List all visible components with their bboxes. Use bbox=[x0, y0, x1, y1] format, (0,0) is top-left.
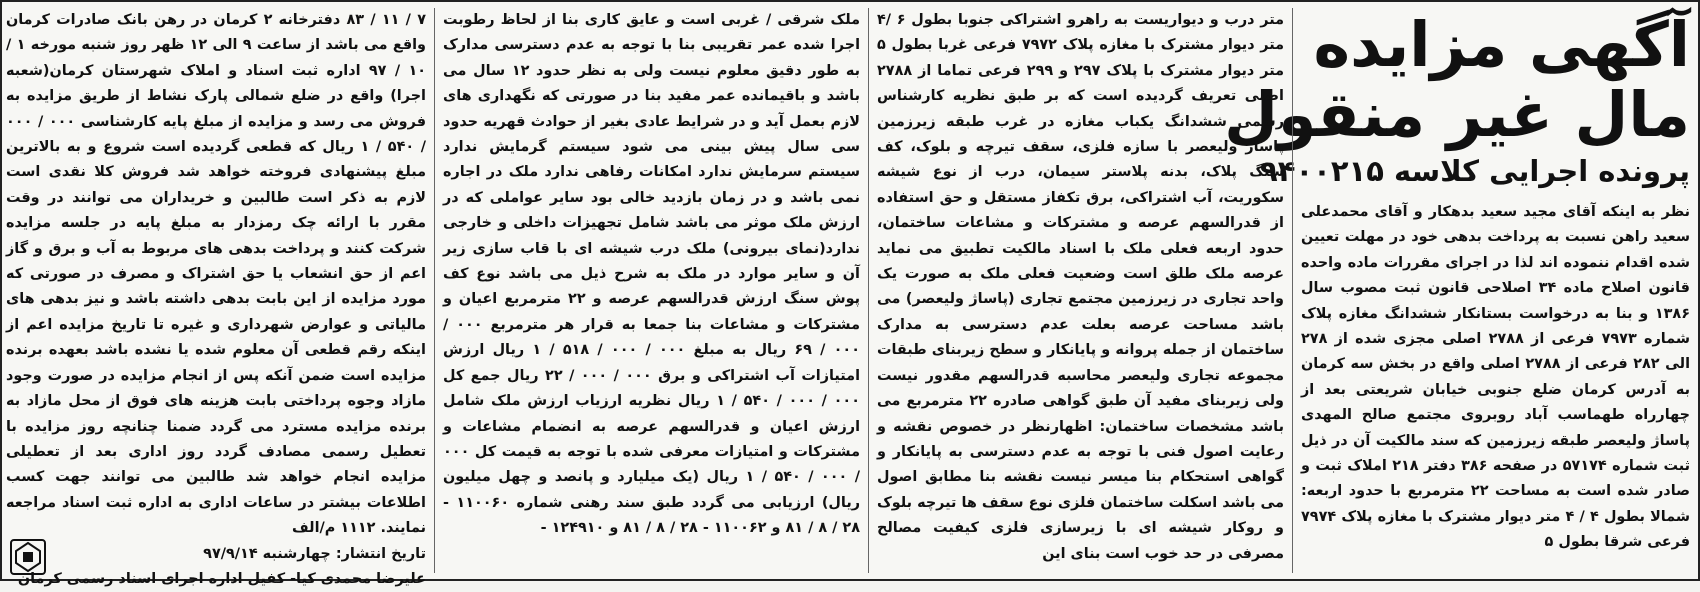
publish-date: تاریخ انتشار: چهارشنبه ۹۷/۹/۱۴ bbox=[203, 545, 426, 562]
notice-column-4 bbox=[0, 8, 435, 587]
notice-column-3 bbox=[435, 8, 869, 573]
notice-body-part4: ۷ / ۱۱ / ۸۳ دفترخانه ۲ کرمان در رهن بانک صادرات کرمان واقع می باشد از ساعت ۹ الی ۱۲ ظهر روز شنبه مورخه ۱ / ۱۰ / ۹۷ اداره ثبت اسناد و املاک شهرستان کرمان(شعبه اجرا) واقع در ضلع شمالی پارک نشاط از طریق مزایده به فروش می رسد و مزایده از مبلغ پایه کارشناسی ۰۰۰ / ۰۰۰ / ۵۴۰ / ۱ ریال که قطعی گردیده است شروع و به بالاترین مبلغ پیشنهادی فروخته خواهد شد فروش کلا نقدی است لازم به ذکر است طالبین و خریداران می توانند در وقت مقرر با ارائه چک رمزدار به مبلغ پایه در جلسه مزایده شرکت کنند و پرداخت بدهی های مربوط به آب و برق و گاز اعم از حق انشعاب یا حق اشتراک و مصرف در صورتی که مورد مزایده از این بابت بدهی داشته باشد و نیز بدهی های مالیاتی و عوارض شهرداری و غیره تا تاریخ مزایده اعم از اینکه رقم قطعی آن معلوم شده یا نشده باشد بعهده برنده مزایده است ضمن آنکه پس از انجام مزایده در صورت وجود مازاد وجوه پرداختی بابت هزینه های فوق از محل مازاد به برنده مزایده مسترد می گردد ضمنا چنانچه روز مزایده با تعطیل رسمی مصادف گردد روز اداری بعد از تعطیلی مزایده انجام خواهد شد طالبین می توانند جهت کسب اطلاعات بیشتر در ساعات اداری به اداره ثبت اسناد مراجعه نمایند. ۱۱۱۲ م/الف bbox=[6, 12, 427, 537]
registry-emblem-icon bbox=[10, 539, 46, 575]
notice-body-part3: ملک شرقی / غربی است و عایق کاری بنا از لحاظ رطوبت اجرا شده عمر تقریبی بنا با توجه به عدم دسترسی مدارک به طور دقیق معلوم نیست ولی به نظر حدود ۱۲ سال می باشد و باقیمانده عمر مفید بنا در صورتی که نگهداری های لازم بعمل آید و در شرایط عادی بغیر از حوادث قهریه حدود سی سال پیش بینی می شود سیستم گرمایش ندارد سیستم سرمایش ندارد امکانات رفاهی ندارد ملک در اجاره نمی باشد و در زمان بازدید خالی بود سایر عواملی که در ارزش ملک موثر می باشد شامل تجهیزات داخلی و خارجی ندارد(نمای بیرونی) ملک درب شیشه ای با قاب سازی زیر آن و سایر موارد در ملک به شرح ذیل می باشد نوع کف پوش سنگ ارزش قدرالسهم عرصه و ۲۲ مترمربع اعیان و مشترکات و مشاعات بنا جمعا به قرار هر مترمربع ۰۰۰ / ۰۰۰ / ۶۹ ریال به مبلغ ۰۰۰ / ۰۰۰ / ۵۱۸ / ۱ ریال ارزش امتیازات آب اشتراکی و برق ۰۰۰ / ۰۰۰ / ۲۲ ریال جمع کل ۰۰۰ / ۰۰۰ / ۵۴۰ / ۱ ریال نظریه ارزیاب ارزش ملک شامل ارزش اعیان و قدرالسهم عرصه به انضمام مشاعات و مشترکات و امتیازات معرفی شده با توجه به قیمت کل ۰۰۰ / ۰۰۰ / ۵۴۰ / ۱ ریال (یک میلیارد و پانصد و چهل میلیون ریال) ارزیابی می گردد طبق سند رهنی شماره ۱۱۰۰۶۰ - ۲۸ / ۸ / ۸۱ و ۱۱۰۰۶۲ - ۲۸ / ۸ / ۸۱ و ۱۲۴۹۱۰ - bbox=[443, 12, 861, 537]
notice-column-2 bbox=[869, 8, 1293, 573]
notice-body-part1: نظر به اینکه آقای مجید سعید بدهکار و آقای محمدعلی سعید راهن نسبت به پرداخت بدهی خود در مهلت تعیین شده اقدام ننموده اند لذا در اجرای مقررات ماده واحده قانون اصلاح ماده ۳۴ اصلاحی قانون ثبت مصوب سال ۱۳۸۶ و بنا به درخواست بستانکار ششدانگ مغازه پلاک شماره ۷۹۷۳ فرعی از ۲۷۸۸ اصلی مجزی شده از ۲۷۸ الی ۲۸۲ فرعی از ۲۷۸۸ اصلی واقع در بخش سه کرمان به آدرس کرمان ضلع جنوبی خیابان شریعتی بعد از چهارراه طهماسب آباد روبروی مجتمع صالح المهدی پاساژ ولیعصر طبقه زیرزمین که سند مالکیت آن در ذیل ثبت شماره ۵۷۱۷۴ در صفحه ۳۸۶ دفتر ۲۱۸ املاک ثبت و صادر شده است به مساحت ۲۲ مترمربع با حدود اربعه: شمالا بطول ۴ / ۴ متر دیوار مشترک با مغازه پلاک ۷۹۷۴ فرعی شرقا بطول ۵ bbox=[1301, 204, 1691, 551]
case-number-line: پرونده اجرایی کلاسه ۹۴۰۰۲۱۵ bbox=[1260, 154, 1690, 188]
notice-column-1 bbox=[1224, 8, 1698, 573]
notice-body-part2: متر درب و دیواریست به راهرو اشتراکی جنوبا بطول ۶ /۴ متر دیوار مشترک با مغازه پلاک ۷۹۷۲ فرعی غربا بطول ۵ متر دیوار مشترک با پلاک ۲۹۷ و ۲۹۹ فرعی تماما از ۲۷۸۸ اصلی تعریف گردیده است که بر طبق نظریه کارشناس رسمی ششدانگ یکباب مغازه در غرب طبقه زیرزمین پاساژ ولیعصر با سازه فلزی، سقف تیرچه و بلوک، کف سنگ پلاک، بدنه پلاستر سیمان، درب از نوع شیشه سکوریت، آب اشتراکی، برق تکفاز مستقل و حق استفاده از قدرالسهم عرصه و مشترکات و مشاعات ساختمان، حدود اربعه فعلی ملک با اسناد مالکیت تطبیق می نماید عرصه ملک طلق است وضعیت فعلی ملک به صورت یک واحد تجاری در زیرزمین مجتمع تجاری (پاساژ ولیعصر) می باشد مساحت عرصه بعلت عدم دسترسی به مدارک ساختمان از جمله پروانه و پایانکار و سطح زیربنای طبقات مجموعه تجاری ولیعصر محاسبه قدرالسهم مقدور نیست ولی زیربنای مفید آن طبق گواهی صادره ۲۲ مترمربع می باشد مشخصات ساختمان: اظهارنظر در خصوص نقشه و رعایت اصول فنی با توجه به عدم دسترسی به پایانکار و گواهی استحکام بنا میسر نیست نقشه بنا مطابق اصول می باشد اسکلت ساختمان فلزی نوع سقف ها تیرچه بلوک و روکار شیشه ای با زیرسازی فلزی کیفیت مصالح مصرفی در حد خوب است بنای این bbox=[877, 12, 1285, 562]
notice-title-line1: آگهی مزایده bbox=[1313, 8, 1690, 81]
notice-title-line2: مال غیر منقول bbox=[1224, 78, 1690, 151]
signature-line: علیرضا محمدی کیا- کفیل اداره اجرای اسناد رسمی کرمان bbox=[17, 570, 426, 587]
